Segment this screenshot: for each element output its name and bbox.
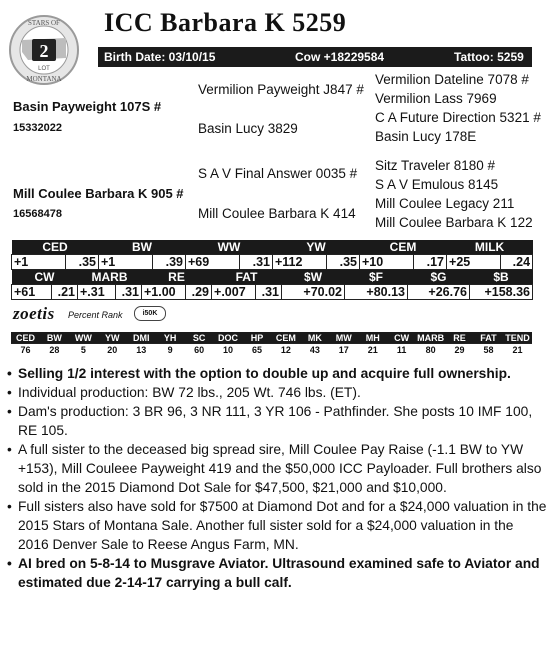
rank-header: WW: [69, 332, 98, 344]
epd-header: $B: [470, 270, 533, 285]
note-item: • AI bred on 5-8-14 to Musgrave Aviator. Ultrasound examined safe to Aviator and estimated due 2-14-17 carrying a bull calf.: [7, 554, 547, 592]
rank-value: 12: [271, 344, 300, 356]
note-item: • Dam's production: 3 BR 96, 3 NR 111, 3 YR 106 - Pathfinder. She posts 10 IMF 100, RE 105.: [7, 402, 547, 440]
rank-header: YH: [156, 332, 185, 344]
note-item: • A full sister to the deceased big spread sire, Mill Coulee Pay Raise (-1.1 BW to YW +153), Mill Couleee Payweight 419 and the $50,000 ICC Payloader. Full brothers also sold in the 2015 Diamond Dot Sale for $47,500, $21,000 and $10,000.: [7, 440, 547, 497]
i50k-badge: i50K: [134, 306, 166, 321]
logo-bottom-text: MONTANA: [26, 75, 62, 83]
rank-header: MK: [300, 332, 329, 344]
rank-header: BW: [40, 332, 69, 344]
rank-header: CEM: [271, 332, 300, 344]
epd-value: +.007: [212, 285, 256, 300]
rank-value: 21: [503, 344, 532, 356]
epd-header: RE: [142, 270, 212, 285]
epd-accuracy: .29: [186, 285, 212, 300]
epd-value: +.31: [78, 285, 116, 300]
epd-header: WW: [186, 240, 273, 255]
sire-registration: 15332022: [13, 122, 62, 134]
lot-number: 2: [39, 41, 49, 61]
lot-label: LOT: [38, 66, 50, 72]
pedigree-sdd: Basin Lucy 178E: [375, 129, 477, 144]
epd-header: FAT: [212, 270, 282, 285]
epd-accuracy: .35: [327, 255, 360, 270]
pedigree-ssd: Vermilion Lass 7969: [375, 91, 497, 106]
pedigree-sds: C A Future Direction 5321 #: [375, 110, 541, 125]
rank-value: 80: [416, 344, 445, 356]
epd-header: MARB: [78, 270, 142, 285]
epd-header: YW: [273, 240, 360, 255]
epd-value: +25: [447, 255, 501, 270]
info-bar: [98, 47, 532, 67]
epd-header: CED: [12, 240, 99, 255]
pedigree-dds: Mill Coulee Legacy 211: [375, 196, 515, 211]
epd-header: $F: [345, 270, 408, 285]
epd-value: +1.00: [142, 285, 186, 300]
epd-header: CW: [12, 270, 78, 285]
sire: Basin Payweight 107S #: [13, 99, 162, 114]
epd-accuracy: .39: [153, 255, 186, 270]
rank-value: 20: [98, 344, 127, 356]
epd-header: MILK: [447, 240, 533, 255]
rank-header: TEND: [503, 332, 532, 344]
index-value: +80.13: [345, 285, 408, 300]
epd-value: +69: [186, 255, 240, 270]
tattoo: Tattoo: 5259: [454, 50, 524, 64]
rank-value: 43: [300, 344, 329, 356]
zoetis-logo: zoetis: [13, 304, 55, 323]
epd-value: +10: [360, 255, 414, 270]
rank-header: FAT: [474, 332, 503, 344]
epd-accuracy: .21: [52, 285, 78, 300]
dam-registration: 16568478: [13, 208, 62, 220]
rank-header: MARB: [417, 332, 445, 343]
epd-table-2: [11, 270, 533, 300]
epd-value: +1: [99, 255, 153, 270]
note-item: • Selling 1/2 interest with the option to double up and acquire full ownership.: [7, 364, 547, 383]
birth-date: Birth Date: 03/10/15: [104, 50, 216, 64]
rank-header: MW: [329, 332, 358, 344]
rank-value: 11: [387, 344, 416, 356]
sire-sire: Vermilion Payweight J847 #: [198, 82, 364, 97]
epd-value: +112: [273, 255, 327, 270]
index-value: +158.36: [470, 285, 533, 300]
percent-rank-table: [11, 332, 532, 355]
pedigree-sss: Vermilion Dateline 7078 #: [375, 72, 529, 87]
epd-header: CEM: [360, 240, 447, 255]
rank-value: 60: [185, 344, 214, 356]
percent-rank-label: Percent Rank: [68, 310, 123, 320]
epd-header: $G: [408, 270, 470, 285]
logo-top-text: STARS OF: [28, 19, 60, 27]
rank-header: DOC: [214, 332, 243, 344]
rank-value: 5: [69, 344, 98, 356]
rank-value: 28: [40, 344, 69, 356]
note-item: • Full sisters also have sold for $7500 at Diamond Dot and for a $24,000 valuation in the 2015 Stars of Montana Sale. Another full sister sold for a $24,000 valuation in the 2016 Denver Sale to Reese Angus Farm, MN.: [7, 497, 547, 554]
rank-header: CED: [11, 332, 40, 344]
pedigree-dsd: S A V Emulous 8145: [375, 177, 499, 192]
rank-header: HP: [243, 332, 272, 344]
rank-value: 17: [329, 344, 358, 356]
rank-value: 13: [127, 344, 156, 356]
epd-value: +1: [12, 255, 66, 270]
epd-header: $W: [282, 270, 345, 285]
rank-value: 10: [214, 344, 243, 356]
note-item: • Individual production: BW 72 lbs., 205 Wt. 746 lbs. (ET).: [7, 383, 547, 402]
stars-of-montana-logo: [8, 14, 80, 86]
sire-dam: Basin Lucy 3829: [198, 121, 298, 136]
rank-header: YW: [98, 332, 127, 344]
pedigree-dss: Sitz Traveler 8180 #: [375, 158, 496, 173]
epd-header: BW: [99, 240, 186, 255]
epd-accuracy: .17: [414, 255, 447, 270]
rank-header: CW: [387, 332, 416, 344]
dam: Mill Coulee Barbara K 905 #: [13, 186, 184, 201]
rank-value: 21: [358, 344, 387, 356]
pedigree-ddd: Mill Coulee Barbara K 122: [375, 215, 533, 230]
epd-accuracy: .31: [116, 285, 142, 300]
rank-header: DMI: [127, 332, 156, 344]
rank-value: 76: [11, 344, 40, 356]
rank-header: MH: [358, 332, 387, 344]
dam-dam: Mill Coulee Barbara K 414: [198, 206, 356, 221]
epd-accuracy: .35: [66, 255, 99, 270]
lot-title: ICC Barbara K 5259: [104, 8, 347, 37]
index-value: +26.76: [408, 285, 470, 300]
rank-value: 58: [474, 344, 503, 356]
rank-value: 65: [243, 344, 272, 356]
epd-table-1: [11, 240, 533, 270]
rank-header: SC: [185, 332, 214, 344]
dam-sire: S A V Final Answer 0035 #: [198, 166, 358, 181]
rank-value: 9: [156, 344, 185, 356]
cow-value: Cow +18229584: [295, 50, 385, 64]
lot-notes: [7, 364, 547, 592]
rank-header: RE: [445, 332, 474, 344]
rank-value: 29: [445, 344, 474, 356]
epd-accuracy: .31: [240, 255, 273, 270]
epd-accuracy: .24: [501, 255, 533, 270]
epd-accuracy: .31: [256, 285, 282, 300]
index-value: +70.02: [282, 285, 345, 300]
epd-value: +61: [12, 285, 52, 300]
